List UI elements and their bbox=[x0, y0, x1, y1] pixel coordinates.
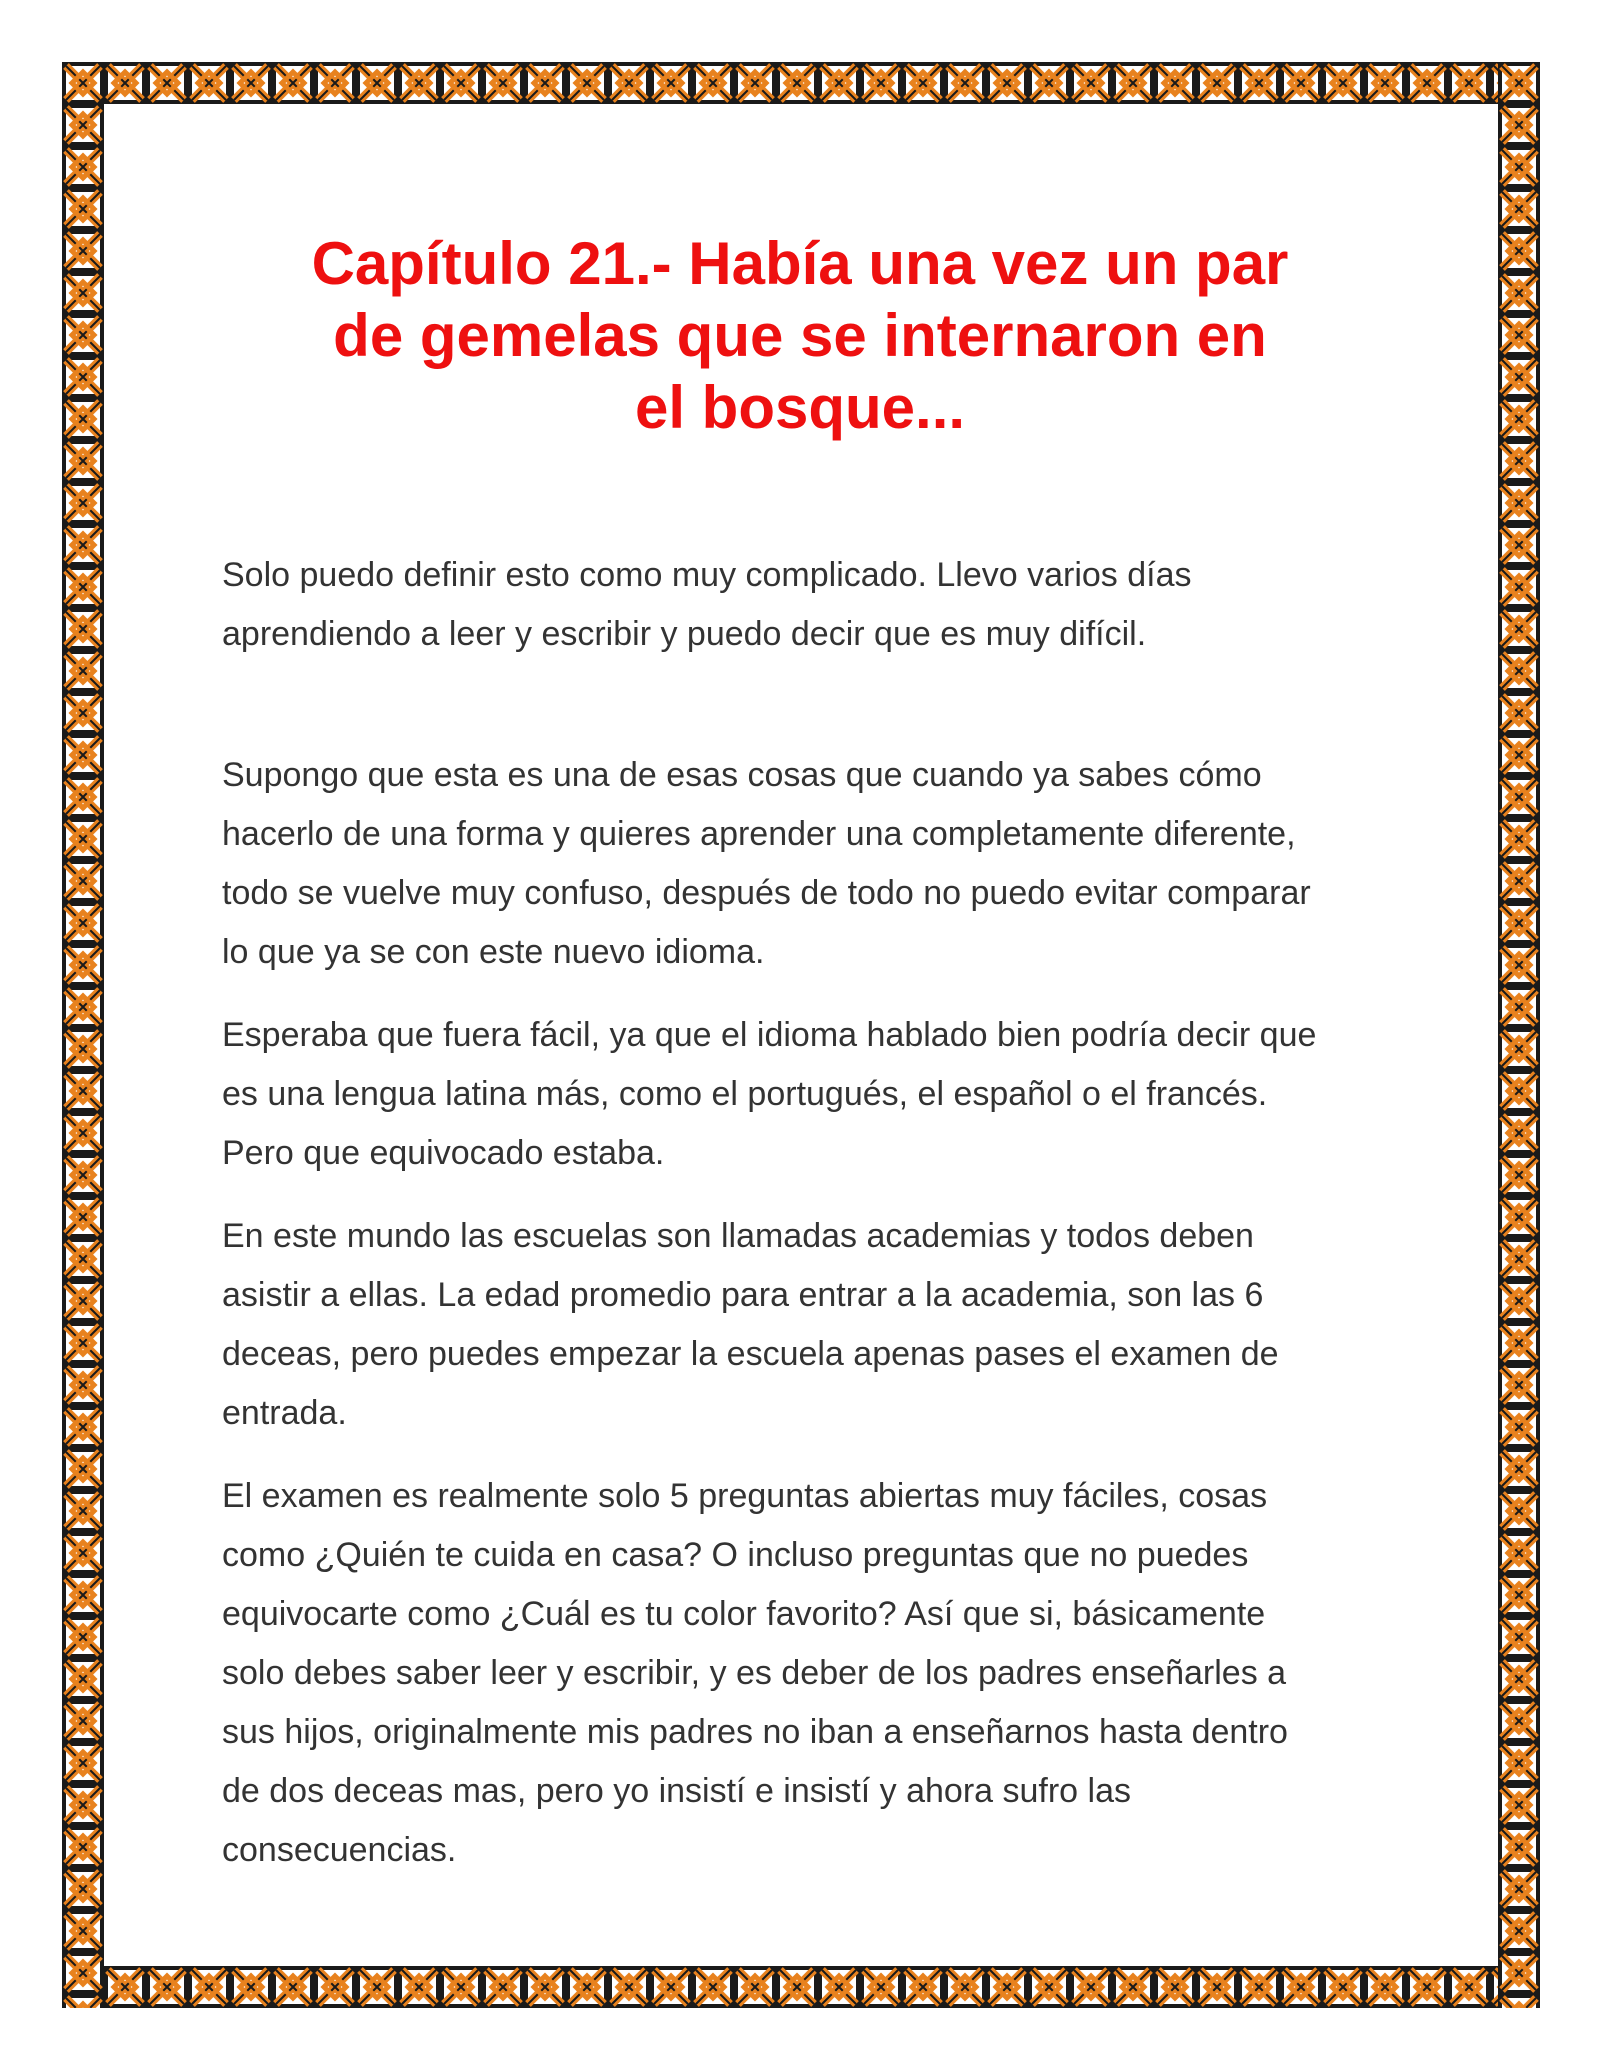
text-line: aprendiendo a leer y escribir y puedo decir que es muy difícil. bbox=[222, 615, 1147, 653]
text-line: de dos deceas mas, pero yo insistí e insistí y ahora sufro las bbox=[222, 1772, 1132, 1810]
decorative-border-top bbox=[62, 62, 1540, 104]
text-line: hacerlo de una forma y quieres aprender una completamente diferente, bbox=[222, 815, 1296, 853]
chapter-title-line: Capítulo 21.- Había una vez un par bbox=[311, 230, 1289, 297]
text-line: Pero que equivocado estaba. bbox=[222, 1134, 665, 1172]
text-line: es una lengua latina más, como el portugués, el español o el francés. bbox=[222, 1075, 1268, 1113]
text-line: Solo puedo definir esto como muy complicado. Llevo varios días bbox=[222, 556, 1192, 594]
paragraph-1 bbox=[222, 546, 1378, 664]
text-line: consecuencias. bbox=[222, 1831, 457, 1869]
text-line: sus hijos, originalmente mis padres no iban a enseñarnos hasta dentro bbox=[222, 1713, 1288, 1751]
knot-pattern-bottom bbox=[62, 1966, 1540, 2008]
decorative-border-right bbox=[1498, 62, 1540, 2008]
text-line: todo se vuelve muy confuso, después de todo no puedo evitar comparar bbox=[222, 874, 1311, 912]
text-line: como ¿Quién te cuida en casa? O incluso preguntas que no puedes bbox=[222, 1536, 1249, 1574]
text-line: El examen es realmente solo 5 preguntas abiertas muy fáciles, cosas bbox=[222, 1477, 1268, 1515]
text-line: deceas, pero puedes empezar la escuela apenas pases el examen de bbox=[222, 1335, 1279, 1373]
paragraph-3 bbox=[222, 1006, 1378, 1183]
text-line: solo debes saber leer y escribir, y es deber de los padres enseñarles a bbox=[222, 1654, 1287, 1692]
text-line: equivocarte como ¿Cuál es tu color favorito? Así que si, básicamente bbox=[222, 1595, 1266, 1633]
text-line: Supongo que esta es una de esas cosas que cuando ya sabes cómo bbox=[222, 756, 1262, 794]
text-line: entrada. bbox=[222, 1394, 347, 1432]
text-line: asistir a ellas. La edad promedio para entrar a la academia, son las 6 bbox=[222, 1276, 1264, 1314]
text-line: En este mundo las escuelas son llamadas academias y todos deben bbox=[222, 1217, 1254, 1255]
page-content bbox=[222, 228, 1378, 1880]
chapter-title-line: el bosque... bbox=[634, 374, 966, 441]
paragraph-2 bbox=[222, 746, 1378, 982]
text-line: Esperaba que fuera fácil, ya que el idioma hablado bien podría decir que bbox=[222, 1016, 1317, 1054]
paragraph-5 bbox=[222, 1467, 1378, 1880]
knot-pattern-top bbox=[62, 62, 1540, 104]
chapter-title-line: de gemelas que se internaron en bbox=[333, 302, 1267, 369]
decorative-border-left bbox=[62, 62, 104, 2008]
knot-pattern-right bbox=[1498, 62, 1540, 2008]
chapter-title bbox=[222, 228, 1378, 444]
decorative-border-bottom bbox=[62, 1966, 1540, 2008]
paragraph-4 bbox=[222, 1207, 1378, 1443]
knot-pattern-left bbox=[62, 62, 104, 2008]
text-line: lo que ya se con este nuevo idioma. bbox=[222, 933, 765, 971]
